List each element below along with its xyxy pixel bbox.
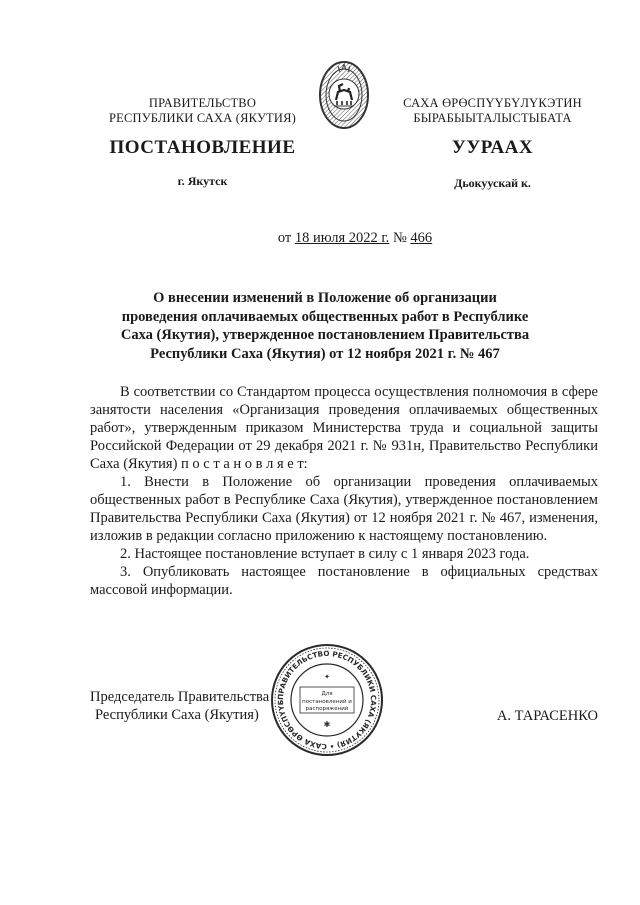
city-right: Дьокуускай к. <box>454 176 531 190</box>
item-1-paragraph: 1. Внести в Положение об организации проведения оплачиваемых общественных работ в Республике Саха (Якутия), утвержденное постановлением Правительства Республики Саха (Якутия) от 12 ноября 2021 г. № 467, изменения, изложив в редакции согласно приложению к настоящему постановлению. <box>90 474 598 544</box>
title-line1: О внесении изменений в Положение об организации <box>153 290 497 306</box>
position-line1: Председатель Правительства <box>90 689 270 705</box>
header-left-line1: ПРАВИТЕЛЬСТВО <box>148 96 257 110</box>
document-number: 466 <box>410 230 433 246</box>
title-line2: проведения оплачиваемых общественных работ в Республике <box>121 308 529 325</box>
header-left <box>95 96 310 126</box>
official-seal-stamp <box>270 643 384 757</box>
date-prefix: от <box>277 230 292 246</box>
document-date: 18 июля 2022 г. <box>294 230 390 246</box>
position-line2: Республики Саха (Якутия) <box>95 707 259 723</box>
item-3-paragraph: 3. Опубликовать настоящее постановление в официальных средствах массовой информации. <box>90 564 598 598</box>
preamble-paragraph: В соответствии со Стандартом процесса осуществления полномочия в сфере занятости населения «Организация проведения оплачиваемых общественных работ», утвержденным приказом Министерства труда и социальной защиты Российской Федерации от 29 декабря 2021 г. № 931н, Правительство Республики Саха (Якутия) п о с т а н о в л я е т: <box>90 384 598 472</box>
stamp-center-line1: Для <box>321 691 333 697</box>
doc-type-right: УУРААХ <box>451 137 534 158</box>
item-2-paragraph: 2. Настоящее постановление вступает в силу с 1 января 2023 года. <box>120 546 530 562</box>
svg-text:✱: ✱ <box>323 720 331 729</box>
header-right-line2: БЫРАБЫЫТАЛЫСТЫБАТА <box>413 111 572 125</box>
svg-text:✦: ✦ <box>324 673 330 681</box>
signatory-name: А. ТАРАСЕНКО <box>496 708 598 724</box>
city-left: г. Якутск <box>177 174 228 188</box>
header-left-line2: РЕСПУБЛИКИ САХА (ЯКУТИЯ) <box>109 111 296 125</box>
stamp-center-line3: распоряжений <box>305 706 349 712</box>
header-right <box>385 96 600 126</box>
document-body <box>90 383 598 599</box>
title-line4: Республики Саха (Якутия) от 12 ноября 2021 г. № 467 <box>150 345 500 362</box>
stamp-center-line2: постановлений и <box>302 699 352 705</box>
signature-position <box>90 688 290 724</box>
doc-type-left: ПОСТАНОВЛЕНИЕ <box>109 137 296 158</box>
date-number-line <box>0 230 640 247</box>
coat-of-arms-icon <box>318 60 370 130</box>
stamp-ring-text: ПРАВИТЕЛЬСТВО РЕСПУБЛИКИ САХА (ЯКУТИЯ) • САХА ӨРӨСПҮҮБ <box>275 648 379 752</box>
number-sign: № <box>392 230 407 246</box>
title-line3: Саха (Якутия), утвержденное постановлением Правительства <box>120 327 530 343</box>
document-title <box>60 289 590 363</box>
header-right-line1: САХА ӨРӨСПҮҮБҮЛҮКЭТИН <box>403 96 582 110</box>
